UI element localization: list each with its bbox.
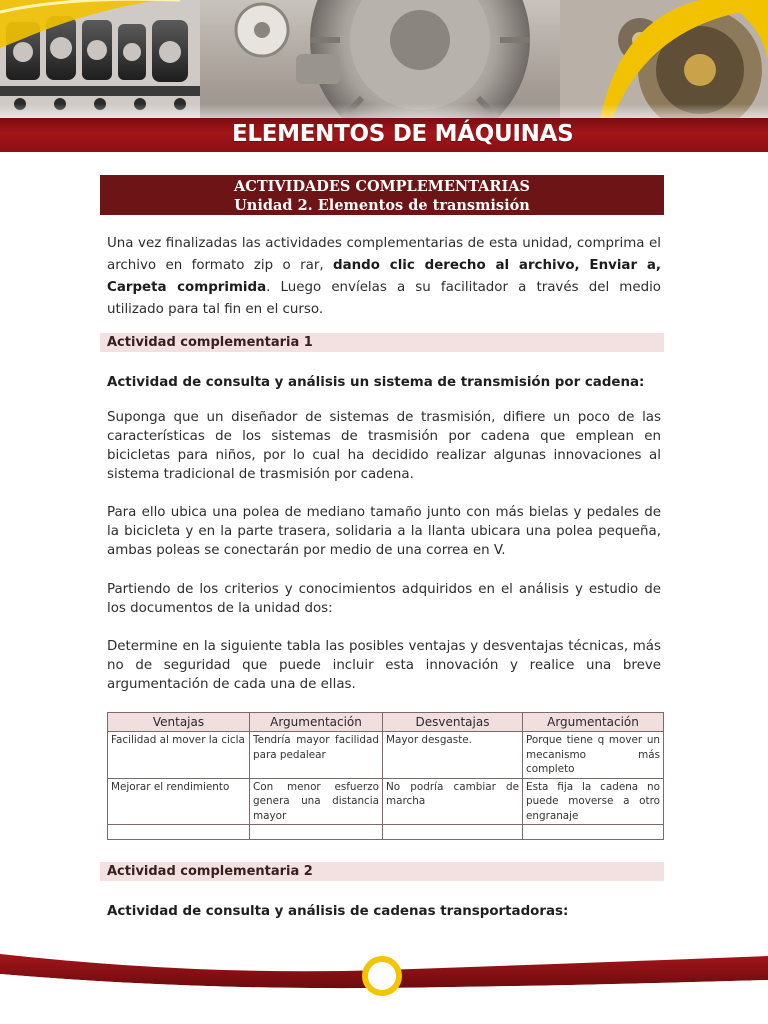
footer-decoration — [0, 940, 768, 1024]
table-header-row — [108, 713, 664, 732]
activity1-paragraph-3: Partiendo de los criterios y conocimientos adquiridos en el análisis y estudio de los documentos de la unidad dos: — [107, 582, 661, 616]
intro-text-bold: dando clic derecho al archivo, Enviar a, Carpeta comprimida — [107, 258, 661, 295]
banner-title: ELEMENTOS DE MÁQUINAS — [232, 121, 574, 147]
table-cell — [250, 825, 383, 840]
table-header-cell: Ventajas — [108, 713, 250, 732]
section-title-line2: Unidad 2. Elementos de transmisión — [234, 197, 530, 214]
activity1-paragraph-4: Determine en la siguiente tabla las posibles ventajas y desventajas técnicas, más no de seguridad que puede incluir esta innovación y realice una breve argumentación de cada una de ellas. — [107, 639, 661, 692]
intro-text-after: . Luego envíelas a su facilitador a través del medio utilizado para tal fin en el curso. — [107, 280, 661, 317]
table-header-cell: Argumentación — [250, 713, 383, 732]
table-cell: Mejorar el rendimiento — [108, 778, 250, 825]
header-banner — [0, 0, 768, 152]
intro-paragraph — [107, 233, 661, 321]
table-cell: Porque tiene q mover un mecanismo más completo — [523, 732, 664, 779]
advantages-table — [107, 712, 664, 840]
section-title-line1: ACTIVIDADES COMPLEMENTARIAS — [234, 178, 530, 195]
activity2-heading: Actividad de consulta y análisis de cadenas transportadoras: — [107, 904, 569, 919]
table-cell: Tendría mayor facilidad para pedalear — [250, 732, 383, 779]
activity1-heading: Actividad de consulta y análisis un sistema de transmisión por cadena: — [107, 375, 645, 390]
table-row — [108, 778, 664, 825]
table-cell: Facilidad al mover la cicla — [108, 732, 250, 779]
table-cell: No podría cambiar de marcha — [383, 778, 523, 825]
activity1-bar: Actividad complementaria 1 — [100, 333, 664, 352]
table-cell: Mayor desgaste. — [383, 732, 523, 779]
activity2-bar: Actividad complementaria 2 — [100, 862, 664, 881]
table-cell — [523, 825, 664, 840]
activity1-paragraph-1: Suponga que un diseñador de sistemas de trasmisión, difiere un poco de las características de los sistemas de trasmisión por cadena que emplean en bicicletas para niños, por lo cual ha decidido realizar algunas innovaciones al sistema tradicional de trasmisión por cadena. — [107, 410, 661, 482]
table-cell: Con menor esfuerzo genera una distancia mayor — [250, 778, 383, 825]
section-heading — [100, 175, 664, 215]
table-row — [108, 825, 664, 840]
activity1-paragraph-2: Para ello ubica una polea de mediano tamaño junto con más bielas y pedales de la bicicleta y en la parte trasera, solidaria a la llanta ubicara una polea pequeña, ambas poleas se conectarán por medio de una correa en V. — [107, 505, 661, 558]
table-cell: Esta fija la cadena no puede moverse a otro engranaje — [523, 778, 664, 825]
table-header-cell: Argumentación — [523, 713, 664, 732]
table-cell — [383, 825, 523, 840]
table-header-cell: Desventajas — [383, 713, 523, 732]
intro-text-before: Una vez finalizadas las actividades complementarias de esta unidad, comprima el archivo en formato zip o rar, — [107, 236, 661, 273]
table-row — [108, 732, 664, 779]
table-cell — [108, 825, 250, 840]
